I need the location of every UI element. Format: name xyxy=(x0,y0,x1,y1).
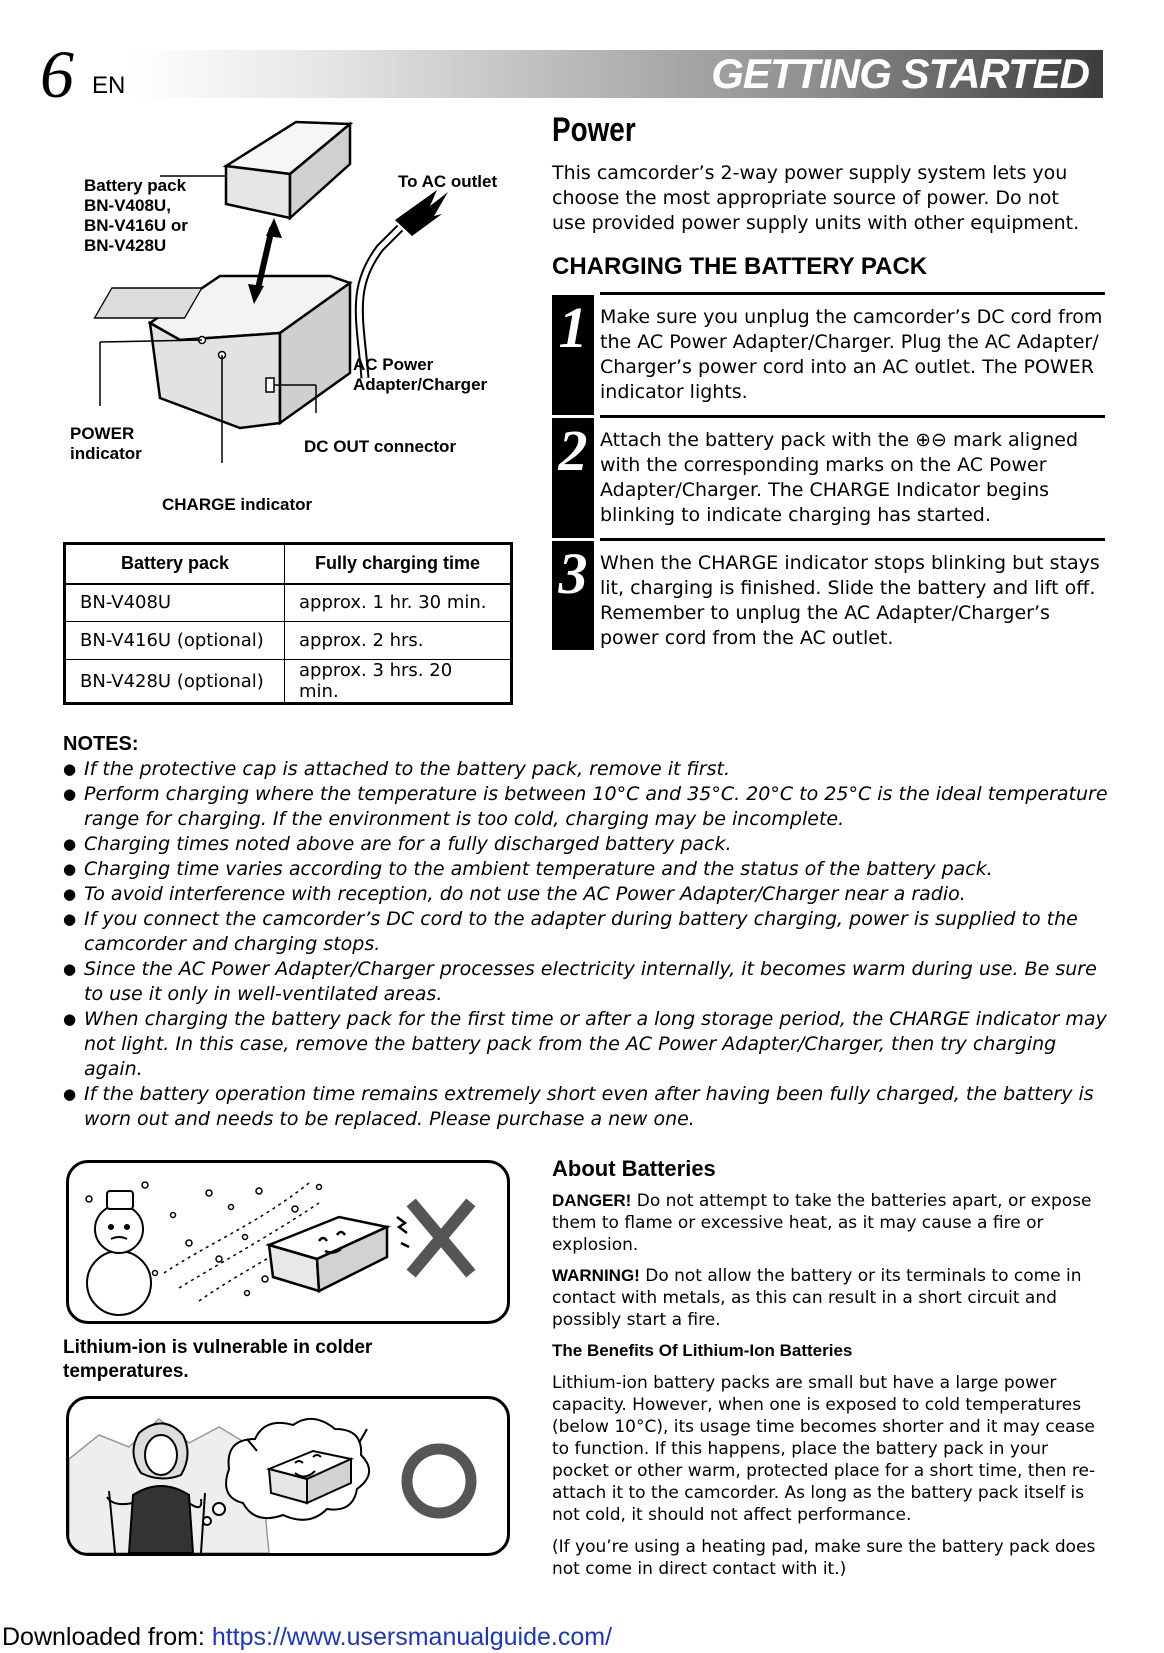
cross-icon xyxy=(415,1207,467,1269)
power-title: Power xyxy=(552,111,636,149)
page-language: EN xyxy=(92,72,126,99)
section-title: GETTING STARTED xyxy=(711,50,1089,97)
label-to-ac-outlet: To AC outlet xyxy=(398,172,498,191)
warning-text: Do not allow the battery or its terminals to come in contact with metals, as this can result in a short circuit and possibly start a fire. xyxy=(552,1266,1082,1330)
label-ac-power-adapter: AC Power Adapter/Charger xyxy=(353,355,488,394)
notes-title: NOTES: xyxy=(63,733,139,755)
dc-out-port xyxy=(266,378,274,392)
arrow-to-outlet-icon xyxy=(395,190,448,236)
label-dc-out-connector: DC OUT connector xyxy=(304,437,457,456)
download-footer xyxy=(2,1622,612,1652)
list-item: ● If the battery operation time remains extremely short even after having been fully charged, the battery is worn out and needs to be replaced. Please purchase a new one. xyxy=(63,1082,1113,1132)
danger-text: Do not attempt to take the batteries apart, or expose them to flame or excessive heat, as it may cause a fire or explosion. xyxy=(552,1191,1092,1255)
charger-front xyxy=(150,323,280,428)
notes-list xyxy=(63,757,1113,1132)
step-text-2: Attach the battery pack with the ⊕⊖ mark aligned with the corresponding marks on the AC Power Adapter/Charger. The CHARGE Indicator begins blinking to indicate charging has started. xyxy=(600,429,1079,526)
section-header-bar xyxy=(128,50,1103,98)
warning-label: WARNING! xyxy=(552,1266,640,1285)
table-cell: BN-V408U xyxy=(65,584,285,622)
step-divider xyxy=(600,292,1105,295)
list-item: ● Perform charging where the temperature is between 10°C and 35°C. 20°C to 25°C is the ideal temperature range for charging. If the environment is too cold, charging may be incomplete. xyxy=(63,782,1113,832)
battery-front xyxy=(226,166,290,218)
danger-paragraph xyxy=(552,1190,1108,1256)
label-charge-indicator: CHARGE indicator xyxy=(162,495,313,514)
step-text-1: Make sure you unplug the camcorder’s DC cord from the AC Power Adapter/Charger. Plug the AC Adapter/ Charger’s power cord into an AC outlet. The POWER indicator lights. xyxy=(600,306,1103,403)
power-intro: This camcorder’s 2-way power supply system lets you choose the most appropriate source of power. Do not use provided power supply units with other equipment. xyxy=(552,162,1080,234)
table-cell: approx. 3 hrs. 20 min. xyxy=(285,660,512,704)
footer-prefix: Downloaded from: xyxy=(2,1623,212,1651)
about-batteries-title: About Batteries xyxy=(552,1156,716,1181)
table-header-row xyxy=(65,544,512,584)
charging-time-table xyxy=(63,542,513,705)
table-row xyxy=(65,584,512,622)
danger-label: DANGER! xyxy=(552,1191,632,1210)
table-cell: approx. 2 hrs. xyxy=(285,622,512,660)
table-row xyxy=(65,660,512,704)
label-battery-pack: Battery pack BN-V408U, BN-V416U or BN-V428U xyxy=(84,176,188,255)
charging-title: CHARGING THE BATTERY PACK xyxy=(552,253,928,280)
list-item: ● If the protective cap is attached to the battery pack, remove it first. xyxy=(63,757,1113,782)
step-number-3: 3 xyxy=(552,541,594,650)
table-header: Battery pack xyxy=(65,544,285,584)
cold-battery-illustration xyxy=(66,1160,510,1324)
snowman-icon xyxy=(87,1191,151,1315)
footer-link[interactable]: https://www.usersmanualguide.com/ xyxy=(211,1623,613,1651)
benefits-text: Lithium-ion battery packs are small but have a large power capacity. However, when one is exposed to cold temperatures (below 10°C), its usage time becomes shorter and it may cease to function. If this happens, place the battery pack in your pocket or other warm, protected place for a short time, then re-attach it to the camcorder. As long as the battery pack itself is not cold, it should not affect performance. xyxy=(552,1373,1096,1525)
list-item: ● When charging the battery pack for the first time or after a long storage period, the CHARGE indicator may not light. In this case, remove the battery pack from the AC Power Adapter/Charger, then try charging again. xyxy=(63,1007,1113,1082)
table-header: Fully charging time xyxy=(285,544,512,584)
table-cell: BN-V428U (optional) xyxy=(65,660,285,704)
list-item: ● Since the AC Power Adapter/Charger processes electricity internally, it becomes warm during use. Be sure to use it only in well-ventilated areas. xyxy=(63,957,1113,1007)
step-divider xyxy=(600,538,1105,541)
step-divider xyxy=(600,415,1105,418)
label-power-indicator: POWER indicator xyxy=(70,424,142,463)
circle-ok-icon xyxy=(407,1449,471,1513)
warning-paragraph xyxy=(552,1265,1108,1331)
table-cell: BN-V416U (optional) xyxy=(65,622,285,660)
step-number-1: 1 xyxy=(552,295,594,415)
table-cell: approx. 1 hr. 30 min. xyxy=(285,584,512,622)
list-item: ● If you connect the camcorder’s DC cord to the adapter during battery charging, power is supplied to the camcorder and charging stops. xyxy=(63,907,1113,957)
list-item: ● Charging times noted above are for a fully discharged battery pack. xyxy=(63,832,1113,857)
illustration-caption: Lithium-ion is vulnerable in colder temperatures. xyxy=(63,1337,373,1382)
step-number-2: 2 xyxy=(552,418,594,538)
warm-battery-illustration xyxy=(66,1396,510,1556)
table-row xyxy=(65,622,512,660)
heating-pad-note: (If you’re using a heating pad, make sure the battery pack does not come in direct contact with it.) xyxy=(552,1537,1096,1579)
page-number: 6 xyxy=(40,36,74,112)
list-item: ● To avoid interference with reception, do not use the AC Power Adapter/Charger near a radio. xyxy=(63,882,1113,907)
shivering-battery-icon xyxy=(269,1217,409,1291)
list-item: ● Charging time varies according to the ambient temperature and the status of the battery pack. xyxy=(63,857,1113,882)
benefits-title: The Benefits Of Lithium-Ion Batteries xyxy=(552,1341,853,1360)
step-text-3: When the CHARGE indicator stops blinking but stays lit, charging is finished. Slide the battery and lift off. Remember to unplug the AC Adapter/Charger’s power cord from the AC outlet. xyxy=(600,552,1100,649)
